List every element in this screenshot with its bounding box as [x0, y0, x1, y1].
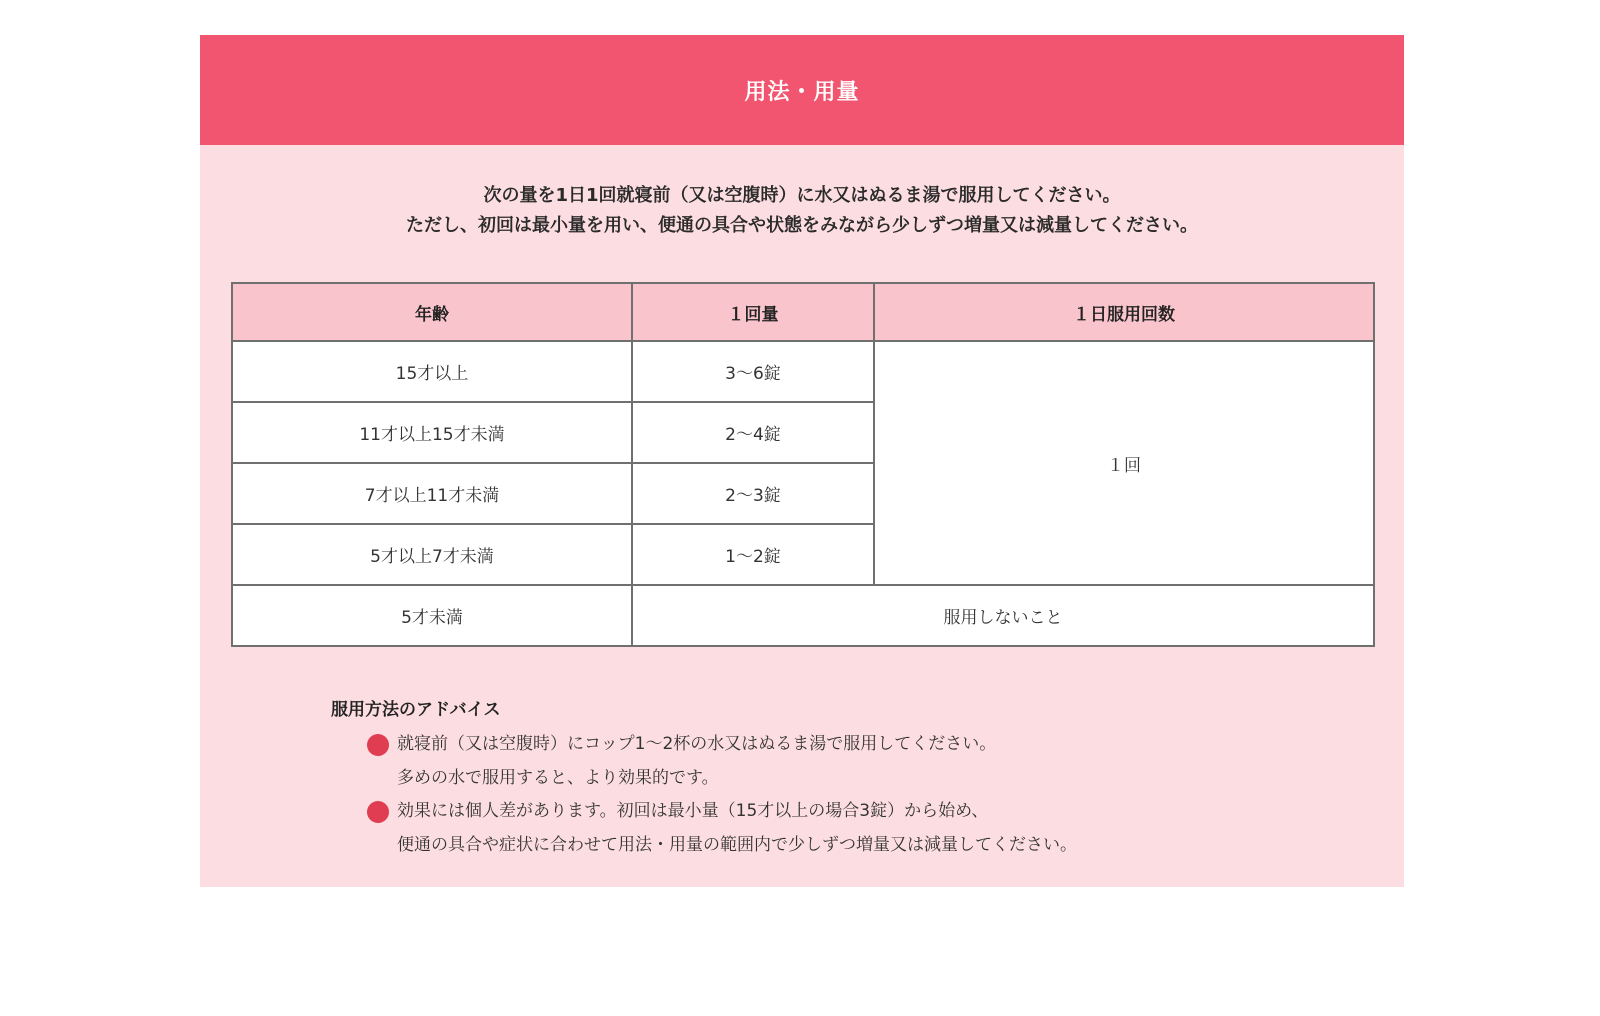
- intro-line-1: 次の量を1日1回就寝前（又は空腹時）に水又はぬるま湯で服用してください。: [483, 185, 1121, 206]
- age-cell: 5才以上7才未満: [232, 524, 632, 585]
- advice-title: 服用方法のアドバイス: [331, 700, 501, 720]
- frequency-cell: １回: [874, 341, 1374, 585]
- dosage-table: [231, 282, 1375, 647]
- advice-line: 便通の具合や症状に合わせて用法・用量の範囲内で少しずつ増量又は減量してください。: [397, 834, 1077, 855]
- advice-section: [331, 695, 1231, 862]
- table-row: [232, 341, 1374, 402]
- red-dot-bullet-icon: [367, 734, 389, 756]
- age-cell: 7才以上11才未満: [232, 463, 632, 524]
- advice-item: [331, 728, 1231, 795]
- intro-text: [200, 181, 1404, 241]
- intro-line-2: ただし、初回は最小量を用い、便通の具合や状態をみながら少しずつ増量又は減量してください。: [406, 215, 1198, 236]
- dose-cell: 1〜2錠: [632, 524, 874, 585]
- advice-item: [331, 795, 1231, 862]
- header-age: 年齢: [232, 283, 632, 341]
- section-header: [200, 35, 1404, 145]
- age-cell: 15才以上: [232, 341, 632, 402]
- dose-cell: 2〜4錠: [632, 402, 874, 463]
- not-recommended-cell: 服用しないこと: [632, 585, 1374, 646]
- dose-cell: 2〜3錠: [632, 463, 874, 524]
- table-row: [232, 585, 1374, 646]
- advice-line: 多めの水で服用すると、より効果的です。: [397, 767, 719, 788]
- header-frequency: １日服用回数: [874, 283, 1374, 341]
- table-header-row: [232, 283, 1374, 341]
- section-title: 用法・用量: [744, 79, 860, 105]
- age-cell: 11才以上15才未満: [232, 402, 632, 463]
- advice-line: 就寝前（又は空腹時）にコップ1〜2杯の水又はぬるま湯で服用してください。: [397, 734, 997, 754]
- dosage-panel: [200, 35, 1404, 887]
- advice-line: 効果には個人差があります。初回は最小量（15才以上の場合3錠）から始め、: [397, 801, 989, 821]
- age-cell: 5才未満: [232, 585, 632, 646]
- red-dot-bullet-icon: [367, 801, 389, 823]
- dose-cell: 3〜6錠: [632, 341, 874, 402]
- header-dose: １回量: [632, 283, 874, 341]
